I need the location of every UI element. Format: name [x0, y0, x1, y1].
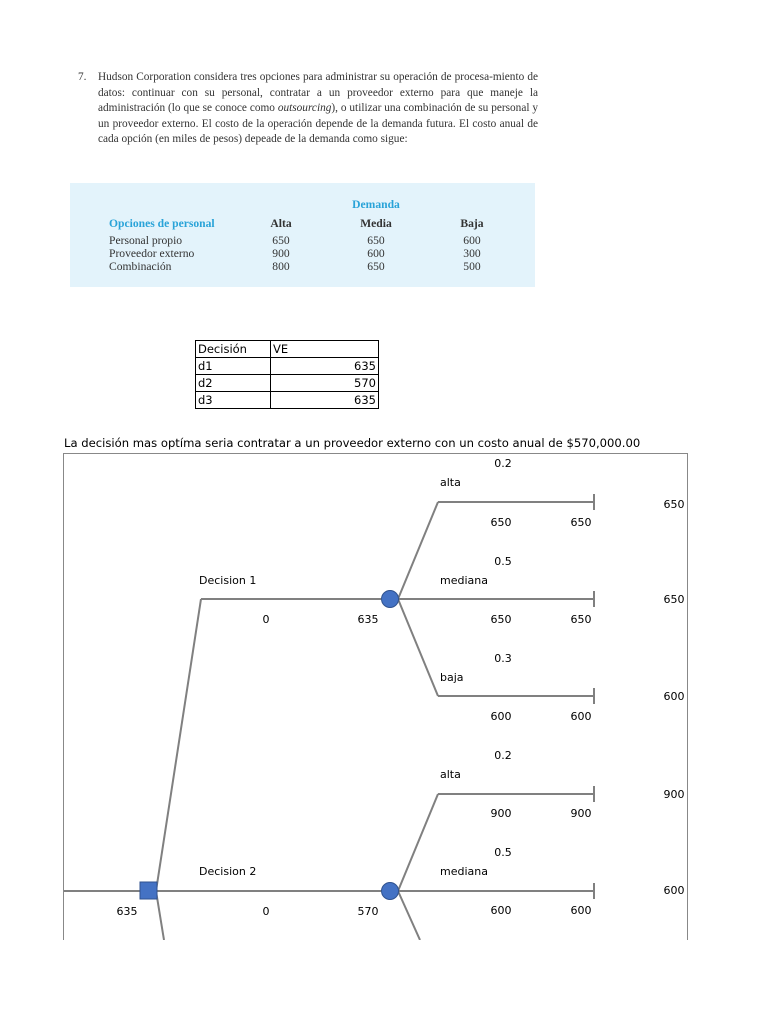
- edge-baja-2: [398, 891, 420, 940]
- cost-cell: 650: [272, 234, 290, 247]
- branch-label-alta: alta: [440, 768, 461, 781]
- row-label-personal-propio: Personal propio: [109, 234, 183, 247]
- decision-1-cost: 0: [262, 613, 270, 626]
- cost-cell: 800: [272, 260, 290, 273]
- problem-statement: [78, 70, 538, 148]
- cost-cell: 650: [367, 260, 385, 273]
- probability-label: 0.5: [494, 555, 512, 568]
- header-decision: Decisión: [196, 341, 271, 358]
- column-header-alta: Alta: [270, 217, 292, 230]
- cost-cell: 600: [367, 247, 385, 260]
- branch-label-baja: baja: [440, 671, 464, 684]
- probability-label: 0.2: [494, 457, 512, 470]
- problem-number: 7.: [78, 71, 87, 83]
- branch-value: 650: [490, 613, 512, 626]
- branch-cumulative: 600: [570, 904, 592, 917]
- branch-cumulative: 900: [570, 807, 592, 820]
- header-ve: VE: [271, 341, 379, 358]
- terminal-payoff: 650: [663, 498, 685, 511]
- decision-1-ev: 635: [357, 613, 379, 626]
- decision-2-label: Decision 2: [199, 865, 257, 878]
- ve-cell: 635: [271, 392, 379, 409]
- branch-label-alta: alta: [440, 476, 461, 489]
- edge-to-decision-1: [156, 599, 201, 891]
- ve-cell: 635: [271, 358, 379, 375]
- table-row: [196, 375, 379, 392]
- terminal-payoff: 600: [663, 884, 685, 897]
- decision-1-label: Decision 1: [199, 574, 257, 587]
- branch-label-mediana: mediana: [440, 574, 488, 587]
- problem-text-after: ), o utilizar una combinación de su personal y un proveedor externo. El costo de la operación depende de la demanda futura. El costo anual de cada opción (en miles de pesos) depeade de la demanda como sigue:: [98, 102, 539, 146]
- ve-cell: 570: [271, 375, 379, 392]
- cost-cell: 600: [463, 234, 481, 247]
- decision-2-cost: 0: [262, 905, 270, 918]
- row-label-combinacion: Combinación: [109, 260, 172, 273]
- branch-value: 650: [490, 516, 512, 529]
- cost-cell: 500: [463, 260, 481, 273]
- branch-value: 600: [490, 904, 512, 917]
- root-value: 635: [116, 905, 138, 918]
- branch-cumulative: 650: [570, 516, 592, 529]
- decision-cell: d2: [196, 375, 271, 392]
- branch-label-mediana: mediana: [440, 865, 488, 878]
- table-row: [196, 358, 379, 375]
- tree-lines: [64, 494, 594, 940]
- column-header-media: Media: [360, 217, 392, 230]
- cost-cell: 300: [463, 247, 481, 260]
- edge-alta-2: [398, 794, 438, 891]
- cost-cell: 650: [367, 234, 385, 247]
- decision-node: [140, 882, 157, 899]
- decision-cell: d1: [196, 358, 271, 375]
- problem-text-emphasis: outsourcing: [277, 102, 332, 115]
- decision-tree-canvas: [64, 454, 687, 940]
- terminal-payoff: 900: [663, 788, 685, 801]
- demand-group-header: Demanda: [352, 198, 400, 211]
- problem-text-before: Hudson Corporation considera tres opciones para administrar su operación de procesa-miento de datos: continuar con su personal, contratar a un proveedor externo para que maneje la administración (lo que se conoce como: [98, 71, 538, 115]
- branch-value: 900: [490, 807, 512, 820]
- decision-tree: [63, 453, 688, 940]
- chance-node-2: [382, 883, 399, 900]
- probability-label: 0.3: [494, 652, 512, 665]
- chance-node-1: [382, 591, 399, 608]
- expected-value-table: [195, 340, 379, 409]
- edge-alta-1: [398, 502, 438, 599]
- cost-cell: 900: [272, 247, 290, 260]
- table-row: [196, 392, 379, 409]
- terminal-payoff: 650: [663, 593, 685, 606]
- row-label-proveedor-externo: Proveedor externo: [109, 247, 195, 260]
- terminal-payoff: 600: [663, 690, 685, 703]
- column-header-baja: Baja: [460, 217, 484, 230]
- probability-label: 0.2: [494, 749, 512, 762]
- decision-cell: d3: [196, 392, 271, 409]
- decision-2-ev: 570: [357, 905, 379, 918]
- branch-cumulative: 600: [570, 710, 592, 723]
- branch-value: 600: [490, 710, 512, 723]
- options-header: Opciones de personal: [109, 217, 215, 230]
- probability-label: 0.5: [494, 846, 512, 859]
- problem-text: [98, 70, 538, 148]
- conclusion-text: La decisión mas optíma seria contratar a un proveedor externo con un costo anual de $570,000.00: [64, 436, 641, 450]
- cost-table: [70, 183, 535, 287]
- edge-baja-1: [398, 599, 438, 696]
- table-header-row: [196, 341, 379, 358]
- branch-cumulative: 650: [570, 613, 592, 626]
